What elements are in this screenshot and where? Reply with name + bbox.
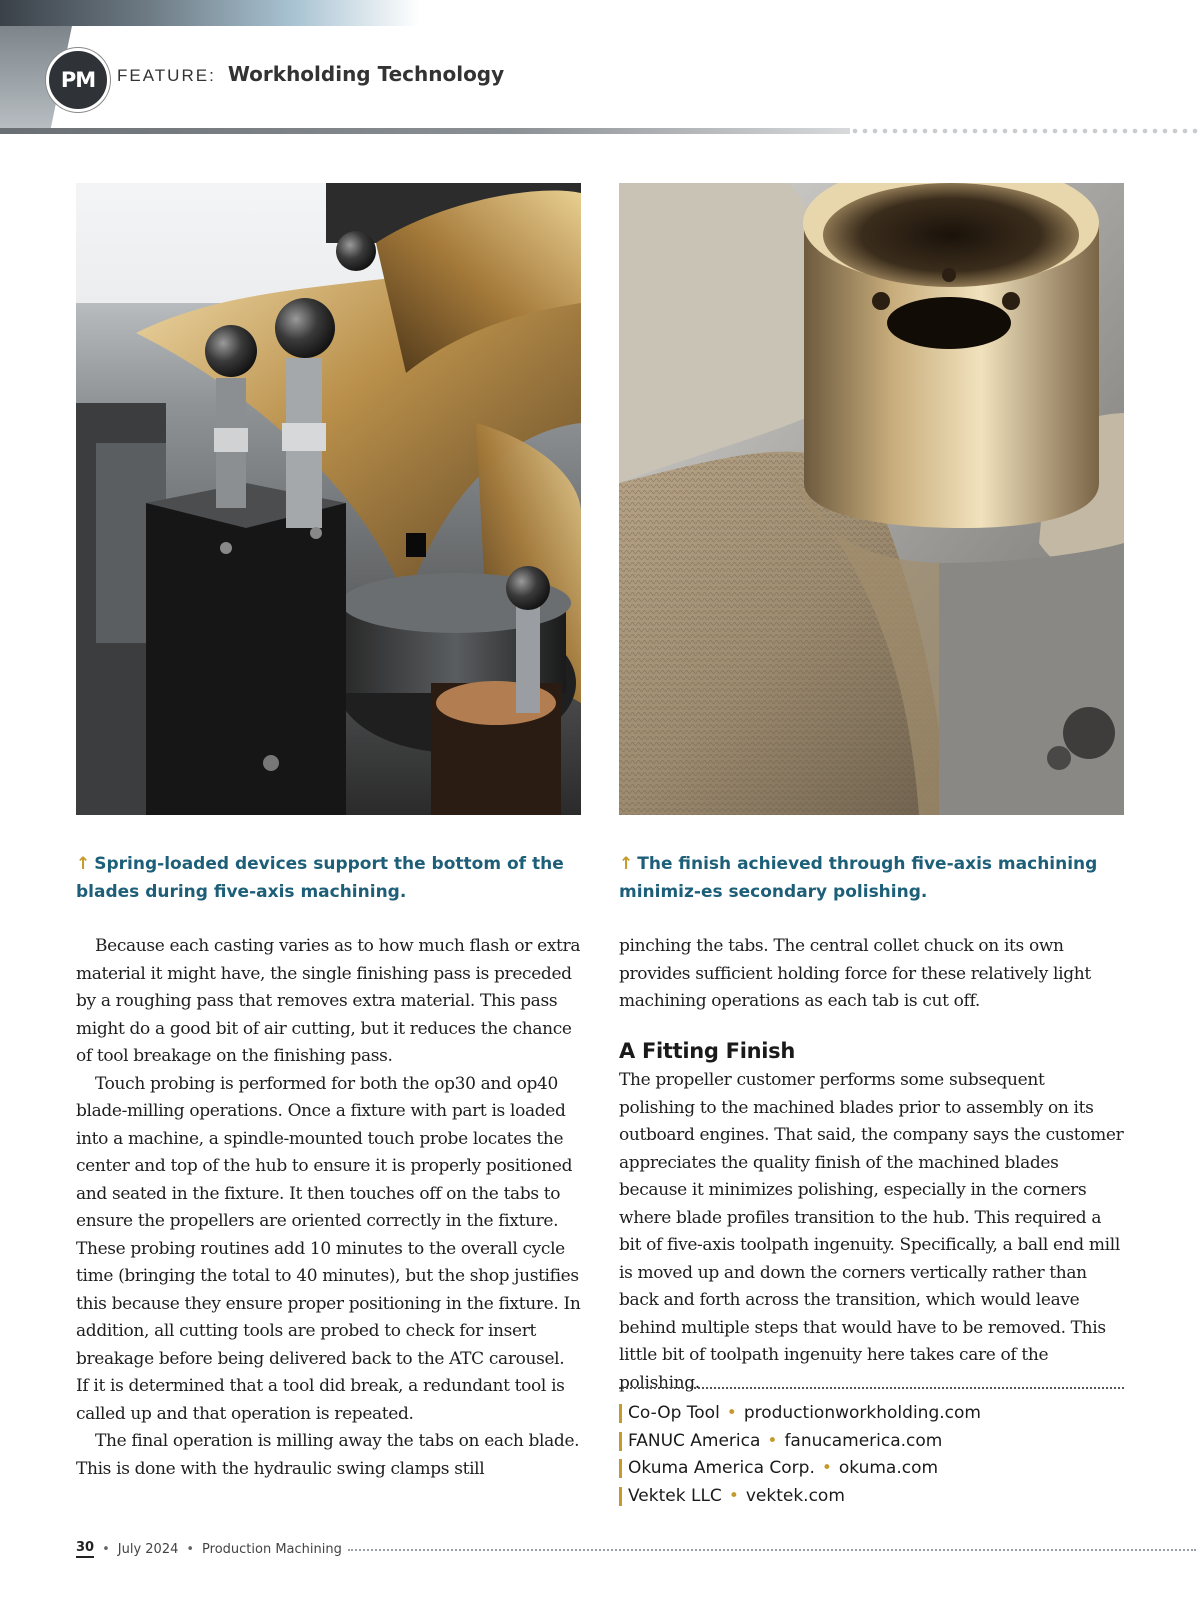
photo-fixture <box>76 183 581 815</box>
body-paragraph-continued: pinching the tabs. The central collet chuck on its own provides sufficient holding force for these relatively light machining operations as each tab is cut off. <box>619 936 1091 1011</box>
source-company: Okuma America Corp. <box>628 1458 815 1478</box>
bullet-icon: • <box>102 1541 110 1557</box>
photo-caption-left <box>76 850 581 906</box>
body-paragraph: The propeller customer performs some subsequent polishing to the machined blades prior to assembly on its outboard engines. That said, the company says the customer appreciates the quality finish of the machined blades because it minimizes polishing, especially in the corners where blade profiles transition to the hub. This required a bit of five-axis toolpath ingenuity. Specifically, a ball end mill is moved up and down the corners vertically rather than back and forth across the transition, which would leave behind multiple steps that would have to be removed. This little bit of toolpath ingenuity here takes care of the polishing. <box>619 1070 1124 1393</box>
bullet-icon: • <box>728 1485 739 1506</box>
sources-list <box>619 1400 1124 1510</box>
bullet-icon: • <box>767 1430 778 1451</box>
bullet-icon: • <box>186 1541 195 1557</box>
propeller-finish-photo-icon <box>619 183 1124 815</box>
source-url[interactable]: fanucamerica.com <box>784 1430 943 1451</box>
section-subhead: A Fitting Finish <box>619 1038 796 1063</box>
source-item <box>619 1428 1124 1456</box>
bullet-icon: • <box>821 1458 832 1478</box>
section-header <box>117 62 504 86</box>
source-item <box>619 1483 1124 1511</box>
article-column-left <box>76 933 581 1483</box>
publication-name: Production Machining <box>202 1541 342 1557</box>
photo-finish <box>619 183 1124 815</box>
article-column-right <box>619 933 1124 1397</box>
source-company: Co-Op Tool <box>628 1403 720 1423</box>
header-dotted-rule <box>850 128 1200 134</box>
source-url[interactable]: vektek.com <box>745 1485 845 1506</box>
feature-label: FEATURE: <box>117 66 216 85</box>
caption-text-right: The finish achieved through five-axis machining minimiz-es secondary polishing. <box>619 854 1098 902</box>
issue-date: July 2024 <box>117 1541 179 1557</box>
source-bar-icon <box>619 1404 622 1423</box>
header-rule <box>0 128 850 134</box>
caption-text-left: Spring-loaded devices support the bottom of the blades during five-axis machining. <box>76 854 564 902</box>
page-footer <box>76 1540 1196 1558</box>
source-bar-icon <box>619 1459 622 1478</box>
sources-divider <box>619 1387 1124 1389</box>
source-url[interactable]: productionworkholding.com <box>743 1403 981 1423</box>
arrow-up-icon: ↑ <box>619 854 634 874</box>
bullet-icon: • <box>726 1403 737 1423</box>
header-shade <box>0 0 420 26</box>
arrow-up-icon: ↑ <box>76 854 91 874</box>
body-paragraph: Because each casting varies as to how much flash or extra material it might have, the single finishing pass is preceded by a roughing pass that removes extra material. This pass might do a good bit of air cutting, but it reduces the chance of tool breakage on the finishing pass. <box>76 936 581 1066</box>
body-paragraph: Touch probing is performed for both the op30 and op40 blade-milling operations. Once a fixture with part is loaded into a machine, a spindle-mounted touch probe locates the center and top of the hub to ensure it is properly positioned and seated in the fixture. It then touches off on the tabs to ensure the propellers are oriented correctly in the fixture. These probing routines add 10 minutes to the overall cycle time (bringing the total to 40 minutes), but the shop justifies this because they ensure proper positioning in the fixture. In addition, all cutting tools are probed to check for insert breakage before being delivered back to the ATC carousel. If it is determined that a tool did break, a redundant tool is called up and that operation is repeated. <box>76 1073 581 1424</box>
photo-caption-right <box>619 850 1124 906</box>
propeller-fixture-photo-icon <box>76 183 581 815</box>
source-company: Vektek LLC <box>628 1485 722 1506</box>
source-url[interactable]: okuma.com <box>838 1458 939 1478</box>
page-number: 30 <box>76 1540 94 1558</box>
footer-dotted-leader <box>348 1549 1196 1551</box>
feature-topic: Workholding Technology <box>227 62 505 86</box>
source-item <box>619 1455 1124 1483</box>
body-paragraph: The final operation is milling away the tabs on each blade. This is done with the hydraulic swing clamps still <box>76 1431 580 1479</box>
source-company: FANUC America <box>628 1430 761 1451</box>
source-bar-icon <box>619 1432 622 1451</box>
pm-logo-text: PM <box>60 68 96 92</box>
pm-logo-badge <box>46 48 110 112</box>
source-bar-icon <box>619 1487 622 1506</box>
source-item <box>619 1400 1124 1428</box>
